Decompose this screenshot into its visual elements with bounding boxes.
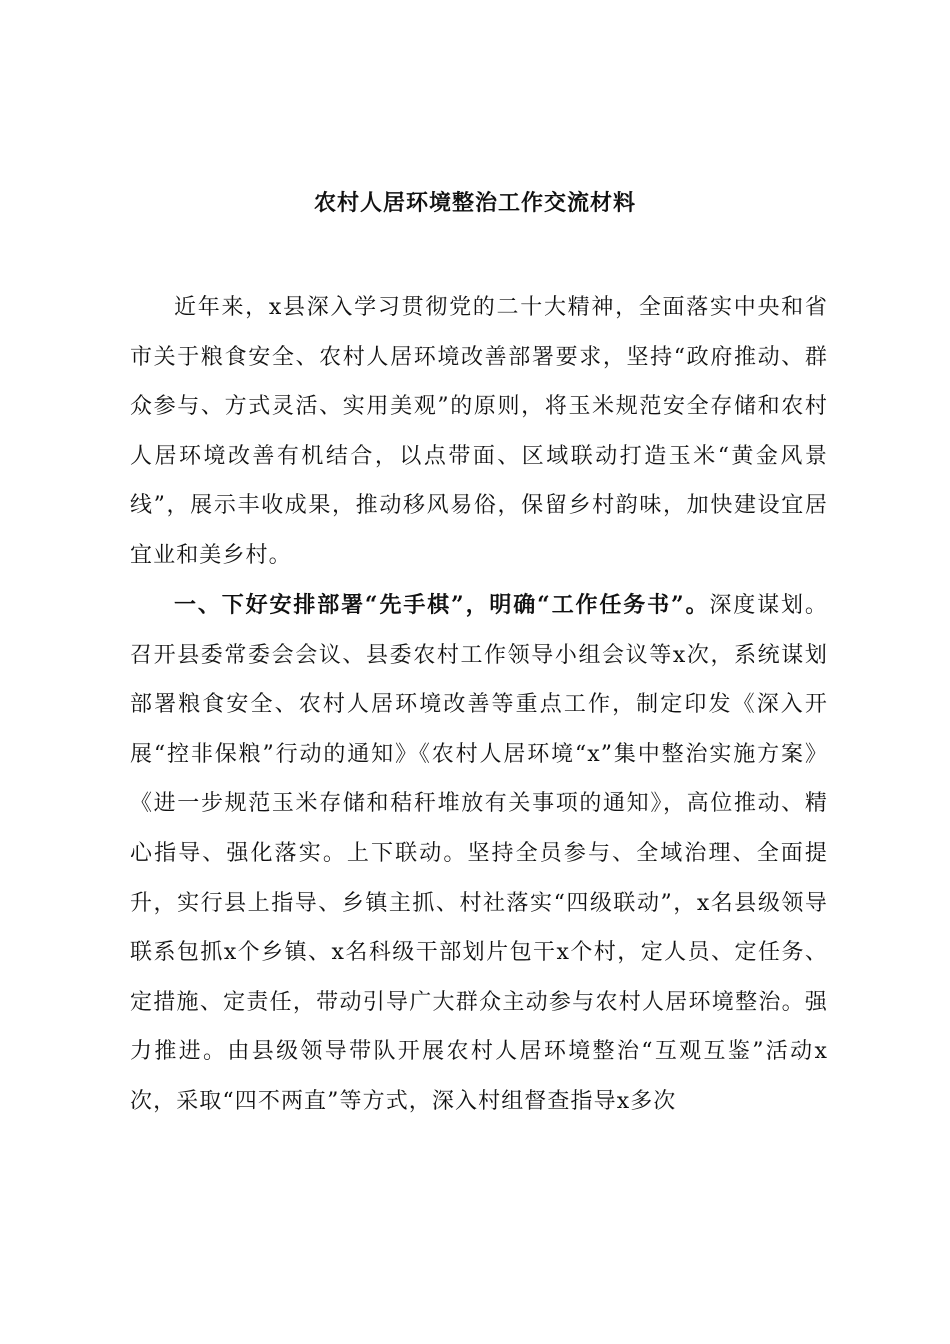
section-one-body: 深度谋划。召开县委常委会会议、县委农村工作领导小组会议等x次，系统谋划部署粮食安全、农村人居环境改善等重点工作，制定印发《深入开展“控非保粮”行动的通知》《农村人居环境“x”集中整治实施方案》《进一步规范玉米存储和秸秆堆放有关事项的通知》，高位推动、精心指导、强化落实。上下联动。坚持全员参与、全域治理、全面提升，实行县上指导、乡镇主抓、村社落实“四级联动”，x名县级领导联系包抓x个乡镇、x名科级干部划片包干x个村，定人员、定任务、定措施、定责任，带动引导广大群众主动参与农村人居环境整治。强力推进。由县级领导带队开展农村人居环境整治“互观互鉴”活动x次，采取“四不两直”等方式，深入村组督查指导x多次 [130, 593, 828, 1114]
section-one-paragraph [130, 581, 828, 1127]
document-title: 农村人居环境整治工作交流材料 [313, 190, 636, 216]
section-one-heading: 一、下好安排部署“先手棋”，明确“工作任务书”。 [174, 592, 710, 618]
intro-paragraph: 近年来，x县深入学习贯彻党的二十大精神，全面落实中央和省市关于粮食安全、农村人居环境改善部署要求，坚持“政府推动、群众参与、方式灵活、实用美观”的原则，将玉米规范安全存储和农村人居环境改善有机结合，以点带面、区域联动打造玉米“黄金风景线”，展示丰收成果，推动移风易俗，保留乡村韵味，加快建设宜居宜业和美乡村。 [130, 295, 828, 568]
